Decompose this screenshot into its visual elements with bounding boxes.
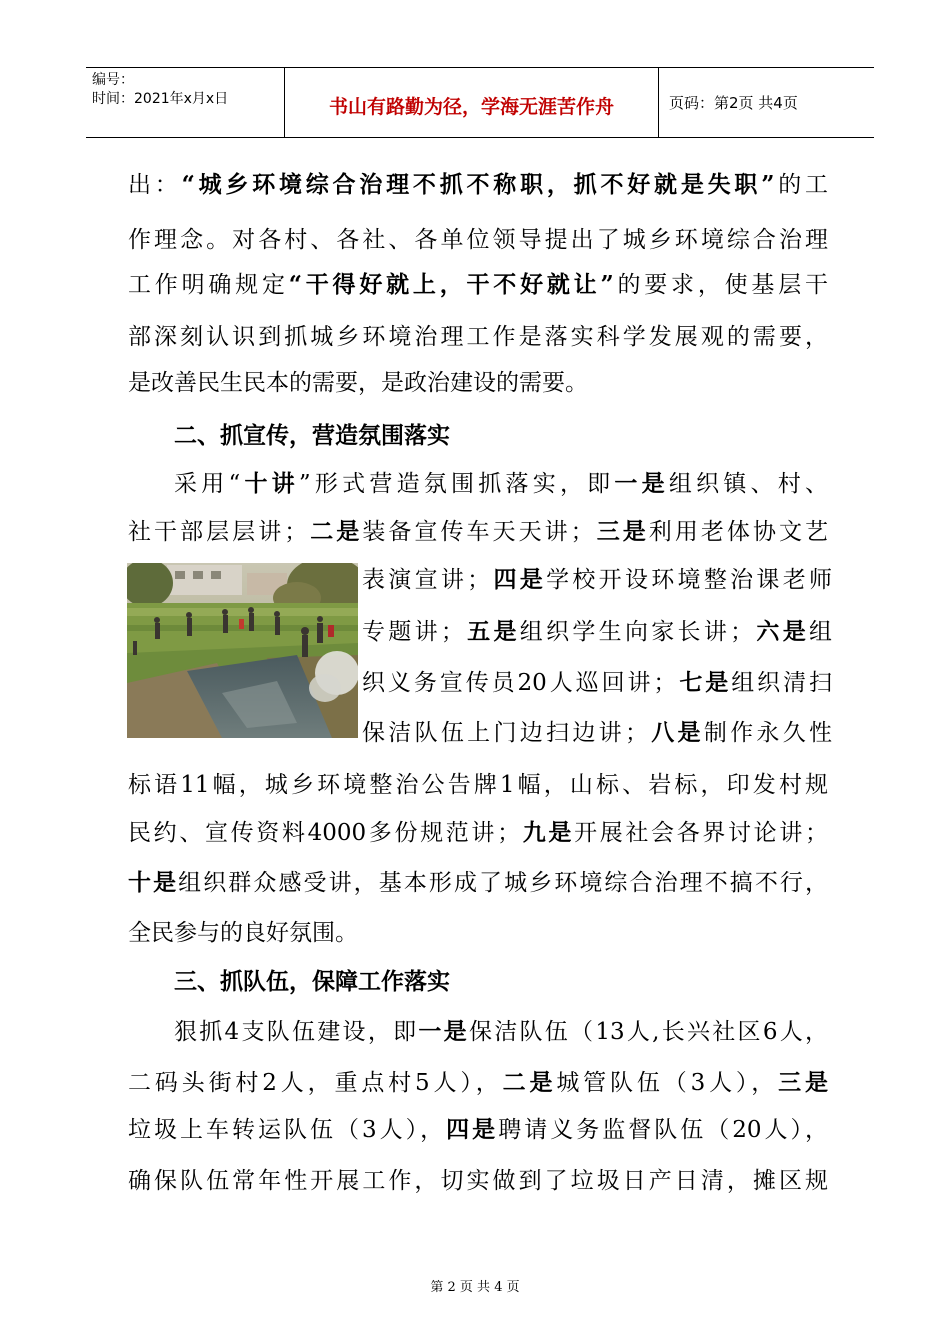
- text-line: 部深刻认识到抓城乡环境治理工作是落实科学发展观的需要，: [128, 324, 828, 350]
- number-label: 编号：: [92, 72, 134, 88]
- page-footer: 第 2 页 共 4 页: [430, 1280, 520, 1295]
- text-line: 织义务宣传员20人巡回讲；七是组织清扫: [362, 669, 832, 696]
- text-line: 保洁队伍上门边扫边讲；八是制作永久性: [362, 719, 833, 746]
- text-line: 二码头街村2人，重点村5人），二是城管队伍（3人），三是: [128, 1069, 828, 1096]
- text-line: 标语11幅，城乡环境整治公告牌1幅，山标、岩标，印发村规: [128, 772, 828, 798]
- section-heading: 二、抓宣传，营造氛围落实: [174, 423, 450, 449]
- header-page-cell: [659, 68, 874, 137]
- header-table: [86, 67, 874, 138]
- text-line: 是改善民生民本的需要，是政治建设的需要。: [128, 370, 588, 396]
- cleanup-photo-drawing: [127, 563, 358, 738]
- text-line: 作理念。对各村、各社、各单位领导提出了城乡环境综合治理: [128, 227, 828, 253]
- text-line: 垃圾上车转运队伍（3人），四是聘请义务监督队伍（20人），: [128, 1116, 828, 1143]
- text-line: 专题讲；五是组织学生向家长讲；六是组: [362, 618, 833, 645]
- text-line: 出：“城乡环境综合治理不抓不称职，抓不好就是失职”的工: [128, 171, 829, 198]
- text-line: 十是组织群众感受讲，基本形成了城乡环境综合治理不搞不行，: [128, 869, 829, 896]
- text-line: 工作明确规定“干得好就上，干不好就让”的要求，使基层干: [128, 271, 829, 298]
- page-label: 页码：第2页 共4页: [669, 94, 798, 112]
- cleanup-photo: [127, 563, 358, 738]
- text-line: 社干部层层讲；二是装备宣传车天天讲；三是利用老体协文艺: [128, 518, 829, 545]
- time-label: 时间：2021年x月x日: [92, 91, 229, 107]
- text-line: 表演宣讲；四是学校开设环境整治课老师: [362, 566, 833, 593]
- motto: 书山有路勤为径，学海无涯苦作舟: [328, 96, 614, 118]
- text-line: 全民参与的良好氛围。: [128, 920, 358, 946]
- text-line: 民约、宣传资料4000多份规范讲；九是开展社会各界讨论讲；: [128, 819, 829, 846]
- header-motto-cell: [285, 68, 659, 137]
- header-meta-cell: [86, 68, 285, 137]
- text-line: 确保队伍常年性开展工作，切实做到了垃圾日产日清，摊区规: [128, 1168, 828, 1194]
- text-line: 采用“十讲”形式营造氛围抓落实，即一是组织镇、村、: [174, 470, 829, 497]
- text-line: 狠抓4支队伍建设，即一是保洁队伍（13人,长兴社区6人，: [174, 1018, 829, 1045]
- section-heading: 三、抓队伍，保障工作落实: [174, 969, 450, 995]
